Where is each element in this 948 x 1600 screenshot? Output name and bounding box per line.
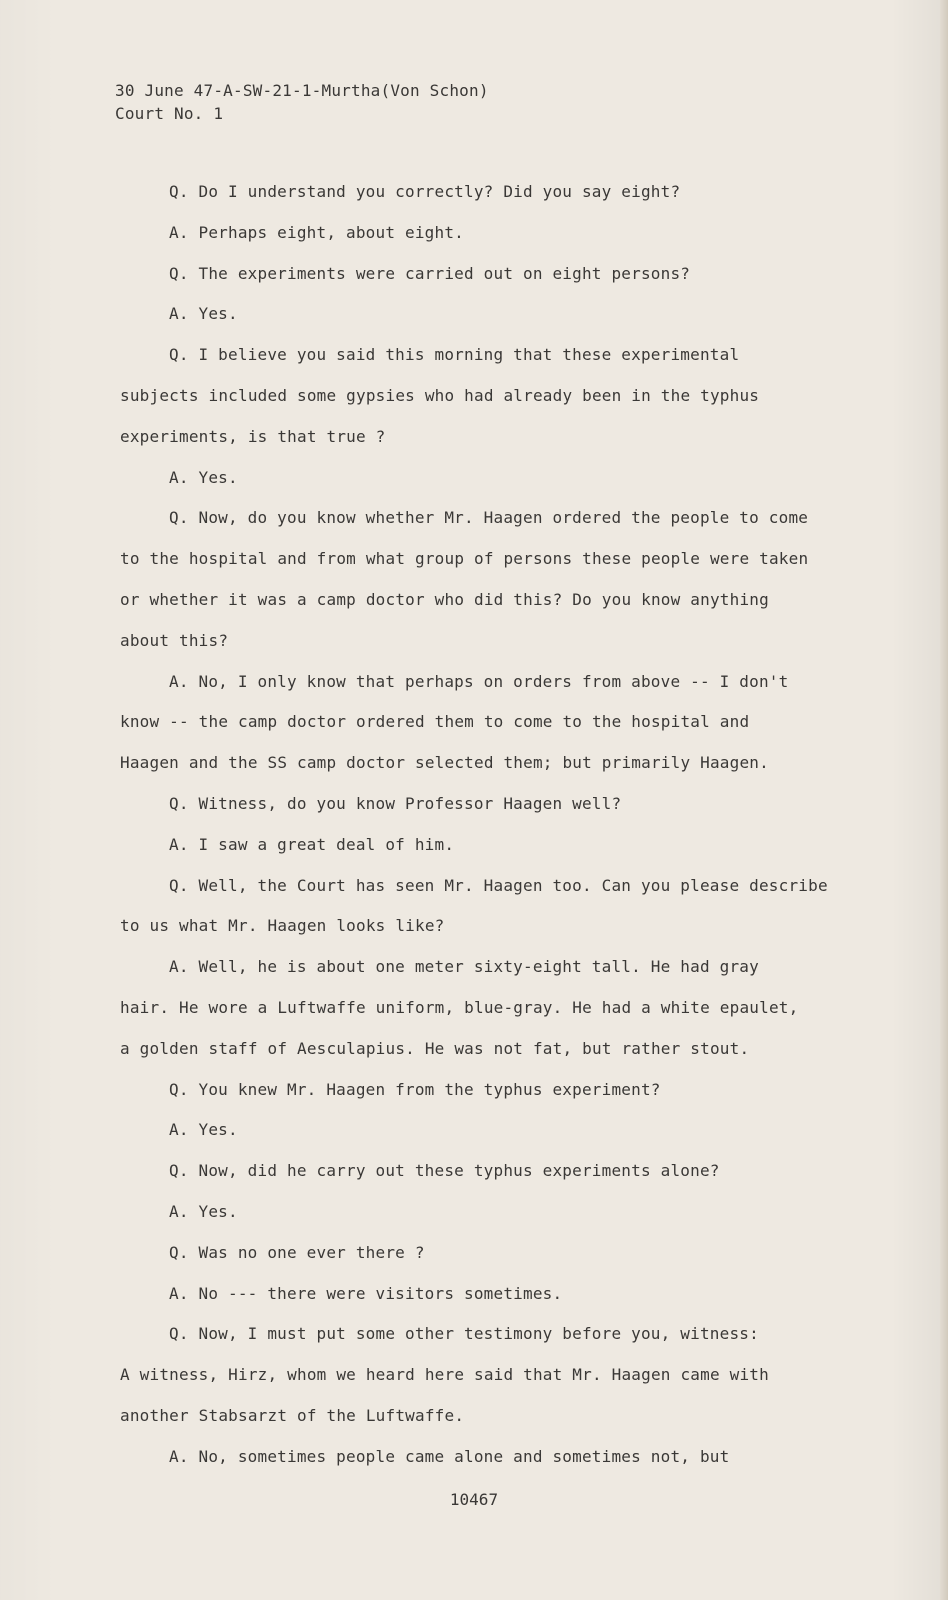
testimony-body	[120, 172, 850, 1478]
paragraph-line: experiments, is that true ?	[120, 426, 386, 446]
paragraph-line: or whether it was a camp doctor who did this? Do you know anything	[120, 589, 769, 609]
testimony-paragraph	[120, 1437, 850, 1478]
paragraph-first-line: A. Well, he is about one meter sixty-eight tall. He had gray	[169, 957, 759, 977]
paragraph-first-line: A. No --- there were visitors sometimes.	[169, 1283, 563, 1303]
testimony-paragraph	[120, 1151, 850, 1192]
paragraph-first-line: Q. The experiments were carried out on eight persons?	[169, 263, 691, 283]
testimony-paragraph	[120, 213, 850, 254]
paragraph-first-line: Q. Now, did he carry out these typhus experiments alone?	[169, 1161, 720, 1181]
paragraph-line: know -- the camp doctor ordered them to come to the hospital and	[120, 712, 750, 732]
paragraph-line: Haagen and the SS camp doctor selected them; but primarily Haagen.	[120, 753, 769, 773]
testimony-paragraph	[120, 294, 850, 335]
paragraph-first-line: Q. I believe you said this morning that these experimental	[169, 345, 740, 365]
paragraph-line: A witness, Hirz, whom we heard here said that Mr. Haagen came with	[120, 1365, 769, 1385]
page-number: 10467	[449, 1490, 499, 1509]
paragraph-first-line: Q. You knew Mr. Haagen from the typhus experiment?	[169, 1079, 661, 1099]
testimony-paragraph	[120, 947, 850, 1069]
paragraph-line: to us what Mr. Haagen looks like?	[120, 916, 445, 936]
paragraph-first-line: A. No, I only know that perhaps on orders from above -- I don't	[169, 671, 789, 691]
testimony-paragraph	[120, 1233, 850, 1274]
header-court: Court No. 1	[115, 104, 224, 123]
testimony-paragraph	[120, 254, 850, 295]
paragraph-line: a golden staff of Aesculapius. He was not fat, but rather stout.	[120, 1038, 750, 1058]
paragraph-first-line: A. Perhaps eight, about eight.	[169, 222, 464, 242]
paragraph-first-line: A. Yes.	[169, 1201, 238, 1221]
paragraph-first-line: A. Yes.	[169, 304, 238, 324]
paragraph-first-line: Q. Was no one ever there ?	[169, 1242, 425, 1262]
testimony-paragraph	[120, 1110, 850, 1151]
testimony-paragraph	[120, 1192, 850, 1233]
paragraph-first-line: Q. Now, do you know whether Mr. Haagen ordered the people to come	[169, 508, 809, 528]
testimony-paragraph	[120, 335, 850, 457]
testimony-paragraph	[120, 172, 850, 213]
paragraph-first-line: A. Yes.	[169, 467, 238, 487]
paragraph-first-line: Q. Witness, do you know Professor Haagen well?	[169, 793, 622, 813]
testimony-paragraph	[120, 458, 850, 499]
paragraph-first-line: Q. Now, I must put some other testimony before you, witness:	[169, 1324, 759, 1344]
paragraph-first-line: A. Yes.	[169, 1120, 238, 1140]
paragraph-line: subjects included some gypsies who had already been in the typhus	[120, 385, 760, 405]
paragraph-line: another Stabsarzt of the Luftwaffe.	[120, 1405, 465, 1425]
testimony-paragraph	[120, 825, 850, 866]
document-header	[115, 79, 489, 125]
testimony-paragraph	[120, 1274, 850, 1315]
testimony-paragraph	[120, 784, 850, 825]
header-reference: 30 June 47-A-SW-21-1-Murtha(Von Schon)	[115, 81, 489, 100]
paragraph-first-line: Q. Do I understand you correctly? Did you say eight?	[169, 182, 681, 201]
paragraph-first-line: A. I saw a great deal of him.	[169, 834, 455, 854]
paragraph-line: to the hospital and from what group of persons these people were taken	[120, 549, 809, 569]
paragraph-line: hair. He wore a Luftwaffe uniform, blue-gray. He had a white epaulet,	[120, 997, 799, 1017]
page-edge	[940, 0, 948, 1600]
testimony-paragraph	[120, 662, 850, 784]
paragraph-first-line: A. No, sometimes people came alone and sometimes not, but	[169, 1446, 730, 1466]
testimony-paragraph	[120, 1070, 850, 1111]
paragraph-first-line: Q. Well, the Court has seen Mr. Haagen too. Can you please describe	[169, 875, 828, 895]
testimony-paragraph	[120, 498, 850, 661]
paragraph-line: about this?	[120, 630, 229, 650]
testimony-paragraph	[120, 866, 850, 948]
testimony-paragraph	[120, 1314, 850, 1436]
